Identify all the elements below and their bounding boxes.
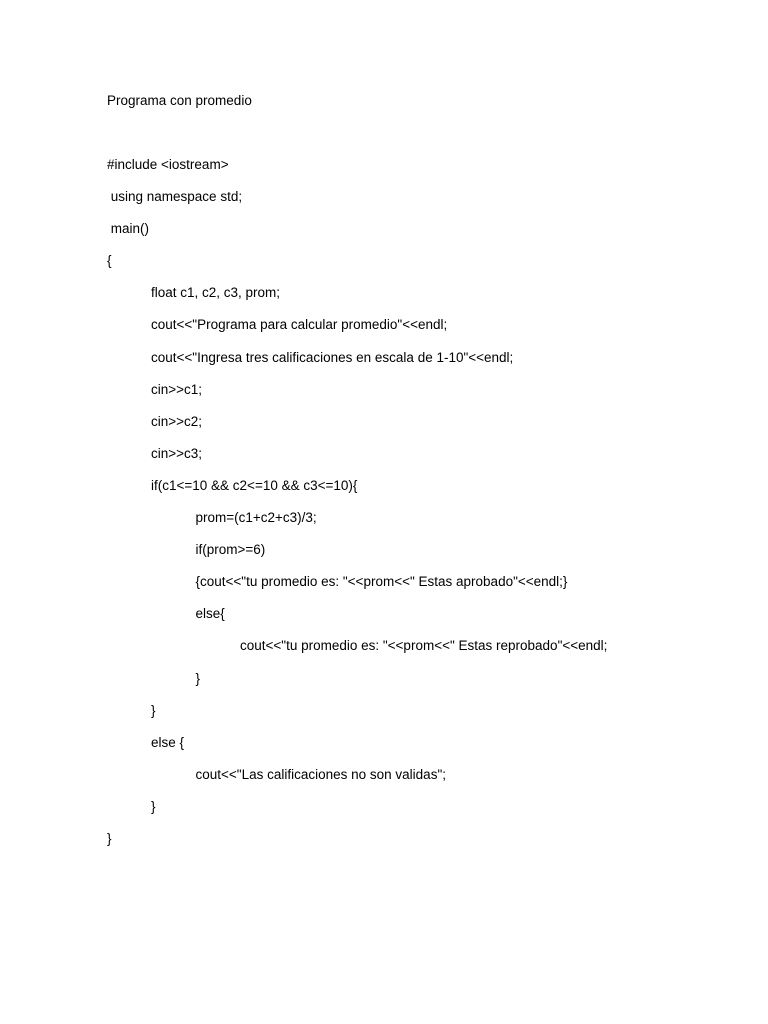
code-line-15: else{	[195, 606, 225, 622]
code-line-8: cin>>c1;	[151, 381, 203, 397]
code-line-14: {cout<<"tu promedio es: "<<prom<<" Estas aprobado"<<endl;}	[195, 574, 568, 590]
code-line-9: cin>>c2;	[151, 413, 203, 429]
code-block	[107, 156, 747, 862]
code-line-3: main()	[107, 221, 150, 237]
code-line-19: else {	[151, 734, 185, 750]
code-line-4: {	[107, 253, 112, 269]
code-line-2: using namespace std;	[107, 189, 243, 205]
code-line-20: cout<<"Las calificaciones no son validas";	[195, 766, 446, 782]
code-line-10: cin>>c3;	[151, 445, 203, 461]
code-line-7: cout<<"Ingresa tres calificaciones en escala de 1-10"<<endl;	[151, 349, 514, 365]
code-line-18: }	[151, 702, 156, 718]
code-line-11: if(c1<=10 && c2<=10 && c3<=10){	[151, 477, 358, 493]
document-title: Programa con promedio	[107, 93, 252, 108]
code-line-13: if(prom>=6)	[195, 542, 266, 558]
code-line-21: }	[151, 798, 156, 814]
code-line-12: prom=(c1+c2+c3)/3;	[195, 510, 317, 526]
code-line-22: }	[107, 830, 112, 846]
code-line-6: cout<<"Programa para calcular promedio"<<endl;	[151, 317, 448, 333]
code-line-17: }	[195, 670, 201, 686]
code-line-5: float c1, c2, c3, prom;	[151, 285, 281, 301]
code-line-1: #include <iostream>	[107, 157, 229, 172]
code-line-16: cout<<"tu promedio es: "<<prom<<" Estas reprobado"<<endl;	[240, 638, 608, 654]
